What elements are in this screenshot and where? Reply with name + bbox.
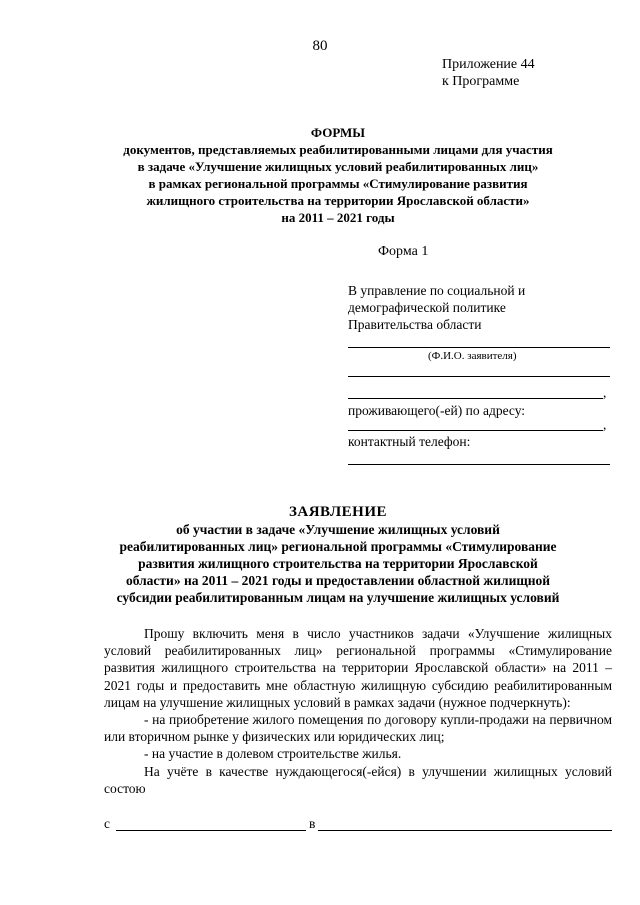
comma-mark-2: , [603, 417, 607, 432]
fio-blank-line-2[interactable] [348, 376, 610, 377]
organization-blank-line[interactable] [318, 830, 612, 831]
from-date-blank-line[interactable] [116, 830, 306, 831]
forms-title-line-2: документов, представляемых реабилитированными лицами для участия [123, 142, 553, 157]
statement-line-4: области» на 2011 – 2021 годы и предоставлении областной жилищной [125, 573, 551, 588]
form-label: Форма 1 [378, 244, 429, 259]
statement-title: ЗАЯВЛЕНИЕ [288, 504, 388, 520]
statement-body [104, 625, 612, 797]
comma-mark: , [603, 385, 607, 400]
body-paragraph-1: Прошу включить меня в число участников задачи «Улучшение жилищных условий реабилитированных лиц» региональной программы «Стимулирование развития жилищного строительства на территории Ярославской области» на 2011 – 2021 годы и предоставить мне областную жилищную субсидию реабилитированным лицам на улучшение жилищных условий в рамках задачи (нужное подчеркнуть): [104, 626, 612, 710]
statement-line-1: об участии в задаче «Улучшение жилищных условий [176, 522, 500, 537]
fio-blank-line[interactable] [348, 347, 610, 348]
statement-title-block [60, 504, 616, 606]
forms-title [60, 124, 616, 226]
forms-title-line-4: в рамках региональной программы «Стимулирование развития [148, 176, 528, 191]
address-blank-line[interactable] [348, 430, 603, 431]
addressee-block [348, 282, 610, 333]
phone-blank-line[interactable] [348, 464, 610, 465]
appendix-line-2: к Программе [442, 74, 520, 89]
forms-title-line-1: ФОРМЫ [310, 125, 366, 140]
forms-title-line-5: жилищного строительства на территории Ярославской области» [146, 193, 530, 208]
statement-line-2: реабилитированных лиц» региональной программы «Стимулирование [119, 539, 557, 554]
residing-label: проживающего(-ей) по адресу: [348, 403, 526, 418]
appendix-line-1: Приложение 44 [442, 57, 535, 72]
body-item-2: - на участие в долевом строительстве жилья. [144, 746, 402, 762]
body-item-1: - на приобретение жилого помещения по договору купли-продажи на первичном или вторичном рынке у физических или юридических лиц; [104, 712, 612, 745]
statement-line-5: субсидии реабилитированным лицам на улучшение жилищных условий [116, 590, 560, 605]
addressee-line-3: Правительства области [348, 317, 482, 332]
fio-blank-line-3[interactable] [348, 398, 603, 399]
phone-label: контактный телефон: [348, 434, 471, 449]
addressee-line-2: демографической политике [348, 300, 506, 315]
forms-title-line-3: в задаче «Улучшение жилищных условий реабилитированных лиц» [137, 159, 539, 174]
statement-line-3: развития жилищного строительства на территории Ярославской [138, 556, 538, 571]
fio-caption: (Ф.И.О. заявителя) [428, 350, 517, 362]
in-label: в [309, 816, 316, 831]
from-label: с [104, 816, 110, 831]
forms-title-line-6: на 2011 – 2021 годы [281, 210, 395, 225]
page-number: 80 [312, 38, 328, 54]
body-paragraph-2: На учёте в качестве нуждающегося(-ейся) в улучшении жилищных условий состою [104, 763, 612, 796]
addressee-line-1: В управление по социальной и [348, 283, 526, 298]
appendix-note [442, 56, 535, 90]
